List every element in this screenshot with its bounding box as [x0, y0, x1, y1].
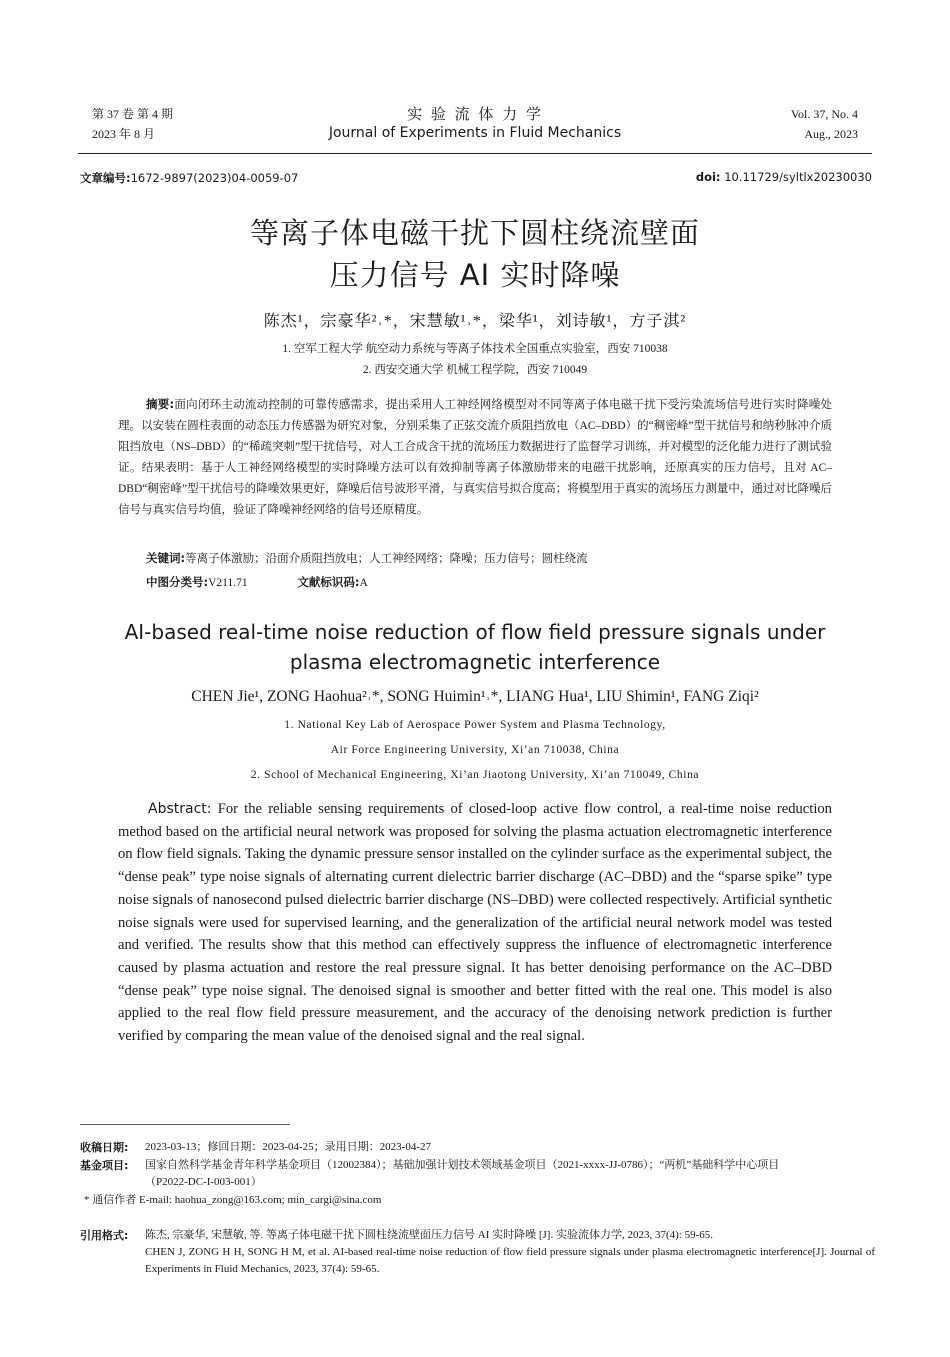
fund-label: 基金项目:	[80, 1159, 129, 1172]
doi-value[interactable]: 10.11729/syltlx20230030	[724, 170, 872, 184]
date-en: Aug., 2023	[804, 127, 858, 141]
volume-issue-cn: 第 37 卷 第 4 期	[92, 107, 174, 121]
doc-code-value: A	[359, 577, 368, 589]
affiliation-en-1a: 1. National Key Lab of Aerospace Power System and Plasma Technology,	[284, 719, 666, 731]
affiliation-en-2: 2. School of Mechanical Engineering, Xi’an Jiaotong University, Xi’an 710049, China	[250, 769, 700, 781]
keywords-cn	[118, 548, 832, 570]
cite-label: 引用格式:	[80, 1229, 129, 1242]
journal-name-en: Journal of Experiments in Fluid Mechanics	[328, 125, 622, 141]
authors-cn: 陈杰¹，宗豪华²˒*，宋慧敏¹˒*，梁华¹，刘诗敏¹，方子淇²	[263, 313, 687, 330]
title-en-line2: plasma electromagnetic interference	[289, 650, 661, 674]
article-number-value: 1672-9897(2023)04-0059-07	[130, 171, 299, 185]
title-cn-line1: 等离子体电磁干扰下圆柱绕流壁面	[249, 216, 700, 250]
footnote-rule	[80, 1124, 290, 1125]
keywords-cn-text: 等离子体激励；沿面介质阻挡放电；人工神经网络；降噪；压力信号；圆柱绕流	[185, 553, 588, 565]
fund-line1: 国家自然科学基金青年科学基金项目（12002384）；基础加强计划技术领域基金项目（2021-xxxx-JJ-0786）；“两机”基础科学中心项目	[145, 1159, 780, 1171]
title-cn-line2: 压力信号 AI 实时降噪	[329, 258, 621, 292]
abstract-en	[118, 798, 832, 1048]
dates-label: 收稿日期:	[80, 1141, 129, 1154]
affiliation-cn-2: 2. 西安交通大学 机械工程学院，西安 710049	[362, 364, 588, 376]
abstract-en-label: Abstract:	[148, 801, 212, 817]
article-number	[80, 170, 298, 186]
journal-name-cn: 实 验 流 体 力 学	[407, 105, 543, 123]
keywords-cn-label: 关键词:	[146, 551, 186, 565]
doi	[696, 170, 872, 184]
authors-en: CHEN Jie¹, ZONG Haohua²˒*, SONG Huimin¹˒*, LIANG Hua¹, LIU Shimin¹, FANG Ziqi²	[191, 688, 759, 705]
affiliation-cn-1: 1. 空军工程大学 航空动力系统与等离子体技术全国重点实验室，西安 710038	[282, 343, 668, 355]
citation-cn: 陈杰, 宗豪华, 宋慧敏, 等. 等离子体电磁干扰下圆柱绕流壁面压力信号 AI 实时降噪 [J]. 实验流体力学, 2023, 37(4): 59-65.	[145, 1229, 714, 1241]
abstract-cn-label: 摘要:	[146, 397, 175, 411]
dates-value: 2023-03-13；修回日期：2023-04-25；录用日期：2023-04-27	[145, 1141, 431, 1153]
date-cn: 2023 年 8 月	[92, 127, 156, 141]
header-rule	[78, 153, 872, 154]
abstract-cn-text: 面向闭环主动流动控制的可靠传感需求，提出采用人工神经网络模型对不同等离子体电磁干扰下受污染流场信号进行实时降噪处理。以安装在圆柱表面的动态压力传感器为研究对象，分别采集了正弦交流介质阻挡放电（AC–DBD）的“稠密峰”型干扰信号和纳秒脉冲介质阻挡放电（NS–DBD）的“稀疏突刺”型干扰信号，对人工合成含干扰的流场压力数据进行了监督学习训练，并对模型的泛化能力进行了测试验证。结果表明：基于人工神经网络模型的实时降噪方法可以有效抑制等离子体激励带来的电磁干扰影响，还原真实的压力信号，且对 AC–DBD“稠密峰”型干扰信号的降噪效果更好，降噪后信号波形平滑，与真实信号拟合度高；将模型用于真实的流场压力测量中，通过对比降噪后信号与真实信号均值，验证了降噪神经网络的信号还原精度。	[118, 399, 832, 516]
corresponding-author: * 通信作者 E-mail: haohua_zong@163.com; min_cargi@sina.com	[84, 1194, 382, 1206]
clc-label: 中图分类号:	[146, 575, 209, 589]
article-number-label: 文章编号:	[80, 171, 131, 185]
abstract-cn	[118, 394, 832, 521]
doc-code-label: 文献标识码:	[297, 575, 360, 589]
volume-issue-en: Vol. 37, No. 4	[790, 107, 858, 121]
abstract-en-text: For the reliable sensing requirements of closed-loop active flow control, a real-time noise reduction method based on the artificial neural network was proposed for solving the plasma actuation electromagnetic interference on flow field signals. Taking the dynamic pressure sensor installed on the cylinder surface as the experimental subject, the “dense peak” type noise signals of alternating current dielectric barrier discharge (AC–DBD) and the “sparse spike” type noise signals of nanosecond pulsed dielectric barrier discharge (NS–DBD) were collected respectively. Artificial synthetic noise signals were used for supervised learning, and the generalization of the artificial neural network model was tested and verified. The results show that this method can effectively suppress the influence of electromagnetic interference caused by plasma actuation and restore the real pressure signal. It has better denoising performance on the AC–DBD “dense peak” type noise signal. The denoised signal is smoother and better fitted with the real one. This model is also applied to the real flow field pressure measurement, and the accuracy of the denoising network prediction is further verified by comparing the mean value of the denoised signal and the real signal.	[118, 801, 832, 1045]
fund-line2: （P2022-DC-I-003-001）	[145, 1176, 262, 1188]
clc-value: V211.71	[208, 577, 248, 589]
doi-label: doi:	[695, 170, 721, 184]
citation-en: CHEN J, ZONG H H, SONG H M, et al. AI-based real-time noise reduction of flow field pressure signals under plasma electromagnetic interference[J]. Journal of Experiments in Fluid Mechanics, 2023, 37(4): 59-65.	[145, 1246, 875, 1275]
affiliation-en-1b: Air Force Engineering University, Xi’an 710038, China	[330, 744, 620, 756]
title-en-line1: AI-based real-time noise reduction of flow field pressure signals under	[124, 620, 826, 644]
classification	[118, 572, 832, 594]
